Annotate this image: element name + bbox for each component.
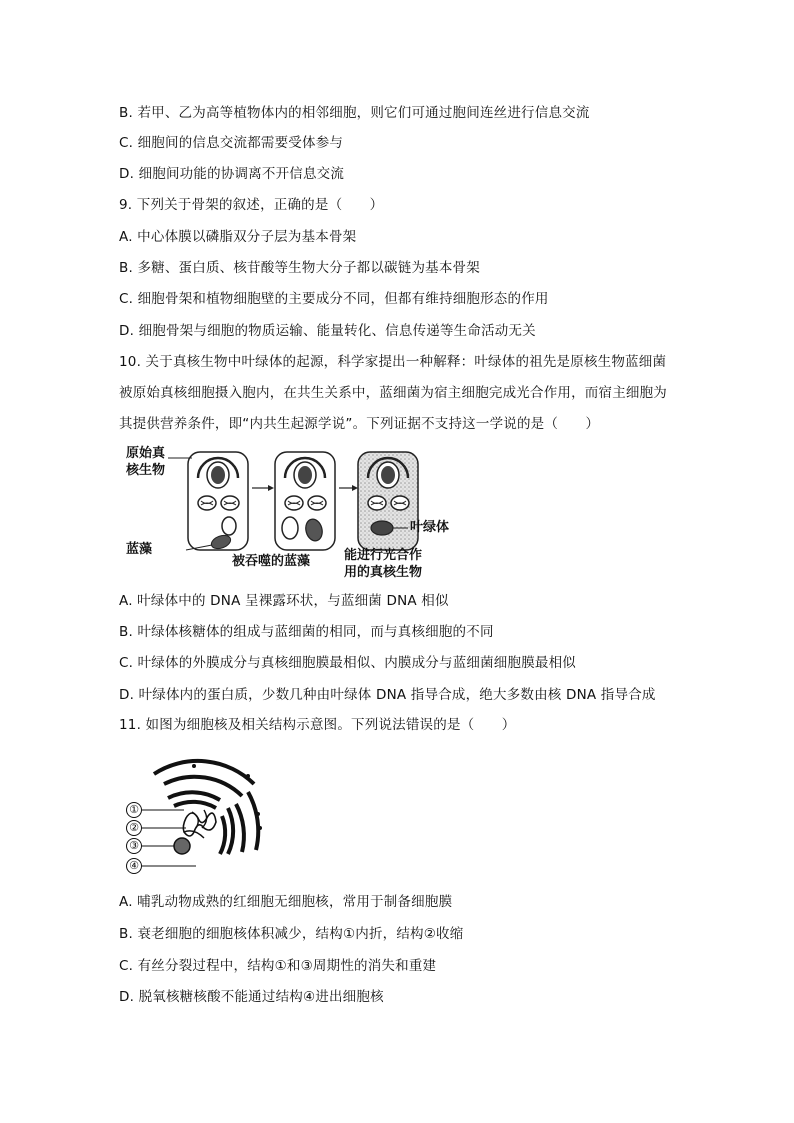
chloroplast	[371, 521, 393, 535]
q9-option-b: B. 多糖、蛋白质、核苷酸等生物大分子都以碳链为基本骨架	[119, 260, 480, 276]
q8-option-d: D. 细胞间功能的协调离不开信息交流	[119, 166, 345, 182]
arrow-1	[252, 485, 274, 491]
label-primitive-line2: 核生物	[126, 463, 166, 478]
q9-stem: 9. 下列关于骨架的叙述，正确的是（ ）	[119, 197, 384, 213]
q11-option-d: D. 脱氧核糖核酸不能通过结构④进出细胞核	[119, 989, 384, 1005]
label-structure-2: ②	[126, 820, 142, 836]
arrow-2	[339, 485, 358, 491]
q8-option-c: C. 细胞间的信息交流都需要受体参与	[119, 135, 344, 151]
nucleolus	[174, 838, 190, 854]
q10-stem-line2: 被原始真核细胞摄入胞内，在共生关系中，蓝细菌为宿主细胞完成光合作用，而宿主细胞为	[119, 385, 667, 401]
q9-option-a: A. 中心体膜以磷脂双分子层为基本骨架	[119, 229, 357, 245]
photosynthetic-eukaryote-cell	[358, 452, 418, 550]
nucleus-figure	[124, 752, 274, 880]
q11-option-c: C. 有丝分裂过程中，结构①和③周期性的消失和重建	[119, 958, 437, 974]
q11-option-a: A. 哺乳动物成熟的红细胞无细胞核，常用于制备细胞膜	[119, 894, 453, 910]
primitive-eukaryote-cell	[188, 452, 248, 550]
endosymbiosis-figure	[120, 446, 450, 584]
label-structure-1: ①	[126, 802, 142, 818]
q10-option-a: A. 叶绿体中的 DNA 呈裸露环状，与蓝细菌 DNA 相似	[119, 593, 449, 609]
engulfing-cell	[275, 452, 335, 550]
q11-stem: 11. 如图为细胞核及相关结构示意图。下列说法错误的是（ ）	[119, 717, 516, 733]
label-result-line2: 用的真核生物	[344, 565, 423, 580]
q11-option-b: B. 衰老细胞的细胞核体积减少，结构①内折，结构②收缩	[119, 926, 464, 942]
label-chloroplast: 叶绿体	[410, 520, 450, 535]
q9-option-d: D. 细胞骨架与细胞的物质运输、能量转化、信息传递等生命活动无关	[119, 323, 536, 339]
label-result-line1: 能进行光合作	[344, 548, 423, 563]
q10-option-c: C. 叶绿体的外膜成分与真核细胞膜最相似、内膜成分与蓝细菌细胞膜最相似	[119, 655, 577, 671]
nucleus-diagram	[124, 752, 274, 880]
label-structure-4: ④	[126, 858, 142, 874]
label-primitive-line1: 原始真	[126, 446, 166, 461]
label-structure-3: ③	[126, 838, 142, 854]
q10-option-b: B. 叶绿体核糖体的组成与蓝细菌的相同，而与真核细胞的不同	[119, 624, 494, 640]
q10-stem-line3: 其提供营养条件，即“内共生起源学说”。下列证据不支持这一学说的是（ ）	[119, 416, 600, 432]
label-engulfed: 被吞噬的蓝藻	[232, 554, 311, 569]
q10-stem-line1: 10. 关于真核生物中叶绿体的起源，科学家提出一种解释：叶绿体的祖先是原核生物蓝细菌	[119, 354, 667, 370]
q10-option-d: D. 叶绿体内的蛋白质，少数几种由叶绿体 DNA 指导合成，绝大多数由核 DNA 指导合成	[119, 687, 656, 703]
q9-option-c: C. 细胞骨架和植物细胞壁的主要成分不同，但都有维持细胞形态的作用	[119, 291, 549, 307]
q8-option-b: B. 若甲、乙为高等植物体内的相邻细胞，则它们可通过胞间连丝进行信息交流	[119, 105, 590, 121]
label-cyanobacteria: 蓝藻	[126, 542, 153, 557]
